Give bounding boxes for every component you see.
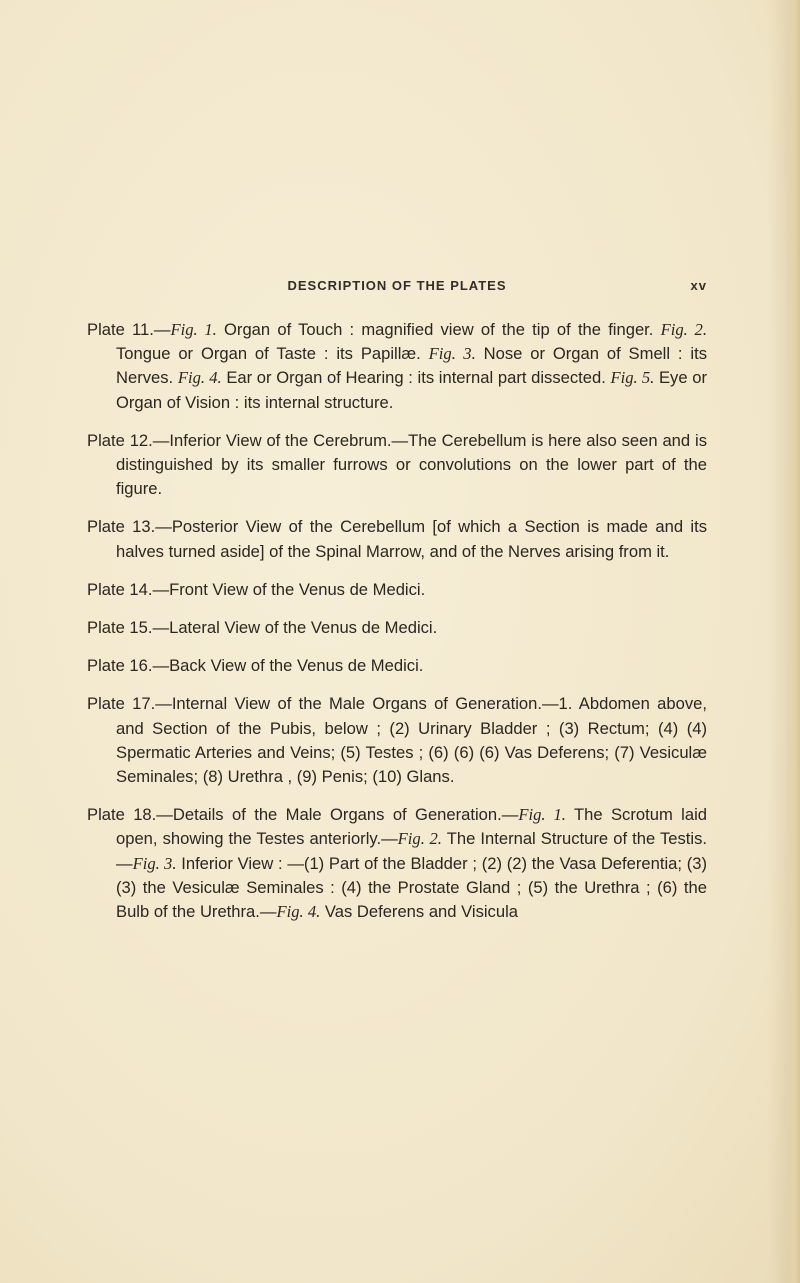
figure-reference: Fig. 4.: [276, 902, 321, 922]
plate-description: —Fig. 1. Organ of Touch : magnified view of the tip of the finger. Fig. 2. Tongue or Organ of Taste : its Papillæ. Fig. 3. Nose or Organ of Smell : its Nerves. Fig. 4. Ear or Organ of Hearing : its internal part dissected. Fig. 5. Eye or Organ of Vision : its internal structure.: [116, 320, 707, 412]
plate-label: Plate 15.: [87, 618, 153, 638]
figure-reference: Fig. 2.: [397, 829, 442, 849]
plate-description: —Internal View of the Male Organs of Generation.—1. Abdomen above, and Section of the Pubis, below ; (2) Urinary Bladder ; (3) Rectum; (4) (4) Spermatic Arteries and Veins; (5) Testes ; (6) (6) (6) Vas Deferens; (7) Vesiculæ Seminales; (8) Urethra , (9) Penis; (10) Glans.: [116, 694, 707, 787]
plate-label: Plate 16.: [87, 656, 153, 676]
figure-reference: Fig. 2.: [660, 320, 707, 339]
plate-description: —Details of the Male Organs of Generation.—Fig. 1. The Scrotum laid open, showing the Testes anteriorly.—Fig. 2. The Internal Structure of the Testis.—Fig. 3. Inferior View : —(1) Part of the Bladder ; (2) (2) the Vasa Deferentia; (3) (3) the Vesiculæ Seminales : (4) the Prostate Gland ; (5) the Urethra ; (6) the Bulb of the Urethra.—Fig. 4. Vas Deferens and Visicula: [116, 805, 707, 922]
page-number: xv: [690, 278, 707, 293]
plate-entry: [87, 515, 707, 563]
plate-label: Plate 12.: [87, 430, 153, 450]
running-head: [87, 274, 707, 298]
plate-description: —Lateral View of the Venus de Medici.: [152, 618, 438, 638]
figure-reference: Fig. 1.: [518, 805, 566, 825]
figure-reference: Fig. 1.: [170, 320, 217, 339]
plate-label: Plate 13.: [87, 517, 156, 537]
plate-entry: [87, 616, 707, 640]
page-edge: [786, 0, 800, 1283]
plate-label: Plate 18.: [87, 805, 157, 825]
figure-reference: Fig. 3.: [428, 344, 476, 364]
figure-reference: Fig. 5.: [610, 368, 655, 388]
plate-label: Plate 17.: [87, 694, 156, 714]
figure-reference: Fig. 3.: [132, 853, 177, 873]
plate-entry: [87, 578, 707, 602]
plate-description: —Posterior View of the Cerebellum [of which a Section is made and its halves turned aside] of the Spinal Marrow, and of the Nerves arising from it.: [116, 517, 707, 561]
figure-reference: Fig. 4.: [177, 368, 222, 388]
plate-entry: [87, 692, 707, 789]
plate-entry: [87, 429, 707, 502]
plates-description: [87, 318, 707, 938]
plate-label: Plate 14.: [87, 579, 153, 599]
plate-entry: [87, 318, 707, 415]
plate-description: —Inferior View of the Cerebrum.—The Cerebellum is here also seen and is distinguished by its smaller furrows or convolutions on the lower part of the figure.: [116, 430, 708, 499]
plate-label: Plate 11.: [87, 320, 154, 339]
plate-entry: [87, 654, 707, 678]
running-head-title: DESCRIPTION OF THE PLATES: [287, 278, 507, 293]
plate-description: —Back View of the Venus de Medici.: [152, 656, 424, 676]
plate-description: —Front View of the Venus de Medici.: [152, 579, 426, 599]
plate-entry: [87, 803, 707, 924]
